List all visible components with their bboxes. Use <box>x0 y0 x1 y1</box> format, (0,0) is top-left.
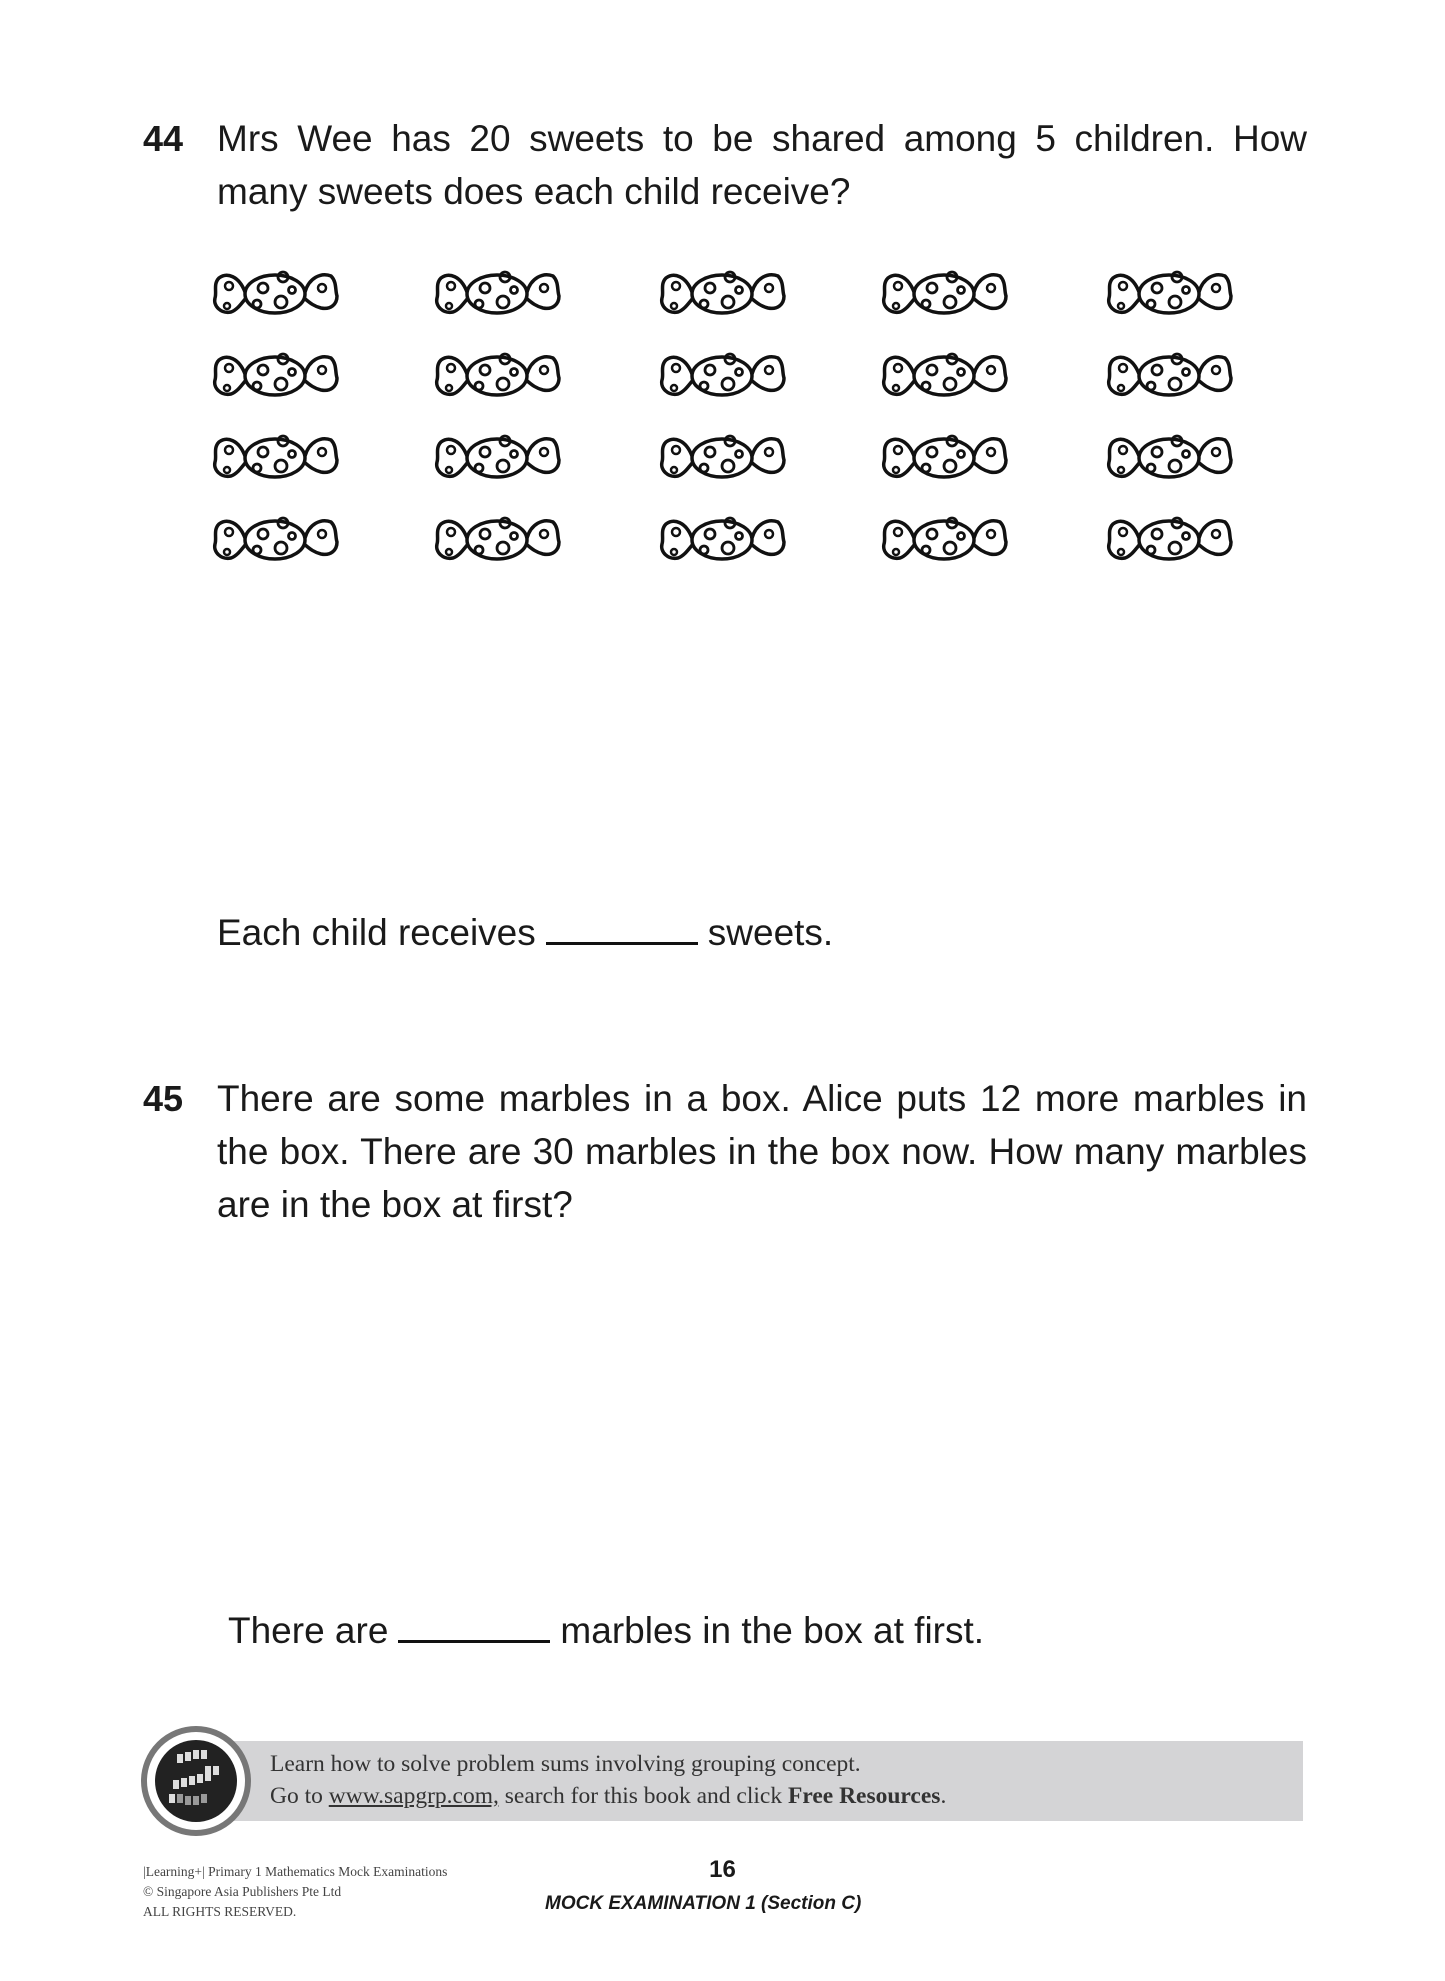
candy-icon <box>878 264 1010 324</box>
free-resources-label: Free Resources <box>787 1783 941 1809</box>
candy-icon <box>431 346 563 406</box>
question-44-number: 44 <box>143 118 184 159</box>
candy-icon <box>656 346 788 406</box>
footer-series: |Learning+| Primary 1 Mathematics Mock Examinations <box>143 1864 448 1879</box>
candy-icon <box>656 510 788 570</box>
banner-line-2 <box>270 1780 946 1812</box>
answer-suffix: marbles in the box at first. <box>560 1610 985 1651</box>
answer-blank[interactable] <box>398 1610 550 1643</box>
section-title: MOCK EXAMINATION 1 (Section C) <box>545 1893 862 1914</box>
footer-rights: ALL RIGHTS RESERVED. <box>143 1904 297 1919</box>
candy-icon <box>431 264 563 324</box>
footer-copyright: © Singapore Asia Publishers Pte Ltd <box>143 1884 342 1899</box>
banner-line-2-end: . <box>940 1783 947 1809</box>
candy-icon <box>1103 264 1235 324</box>
answer-prefix: Each child receives <box>217 912 536 953</box>
candy-icon <box>878 428 1010 488</box>
question-44-answer-line <box>217 912 833 954</box>
video-logo-icon <box>141 1726 251 1836</box>
banner-line-2-middle: search for this book and click <box>498 1783 788 1809</box>
question-45-number: 45 <box>143 1078 184 1119</box>
candy-icon <box>1103 346 1235 406</box>
question-45-answer-line <box>228 1610 984 1652</box>
candy-icon <box>209 510 341 570</box>
candy-icon <box>656 428 788 488</box>
question-45-text: There are some marbles in a box. Alice puts 12 more marbles in the box. There are 30 marbles in the box now. How many marbles are in the box at first? <box>217 1078 1307 1225</box>
candy-icon <box>878 510 1010 570</box>
candy-icon <box>1103 510 1235 570</box>
answer-prefix: There are <box>228 1610 389 1651</box>
banner-line-2-prefix: Go to <box>270 1783 329 1809</box>
answer-blank[interactable] <box>546 912 698 945</box>
candy-icon <box>656 264 788 324</box>
candy-icon <box>878 346 1010 406</box>
page-number: 16 <box>709 1856 736 1883</box>
candy-icon <box>1103 428 1235 488</box>
banner-text <box>270 1748 946 1812</box>
candy-icon <box>209 346 341 406</box>
candy-icon <box>209 264 341 324</box>
candy-icon <box>431 510 563 570</box>
sapgrp-link[interactable]: www.sapgrp.com, <box>328 1783 499 1809</box>
candy-icon <box>431 428 563 488</box>
banner-line-1: Learn how to solve problem sums involving grouping concept. <box>270 1751 861 1777</box>
question-44-text: Mrs Wee has 20 sweets to be shared among 5 children. How many sweets does each child receive? <box>217 118 1307 212</box>
answer-suffix: sweets. <box>707 912 834 953</box>
footer-publisher-info <box>143 1862 447 1922</box>
candy-icon <box>209 428 341 488</box>
